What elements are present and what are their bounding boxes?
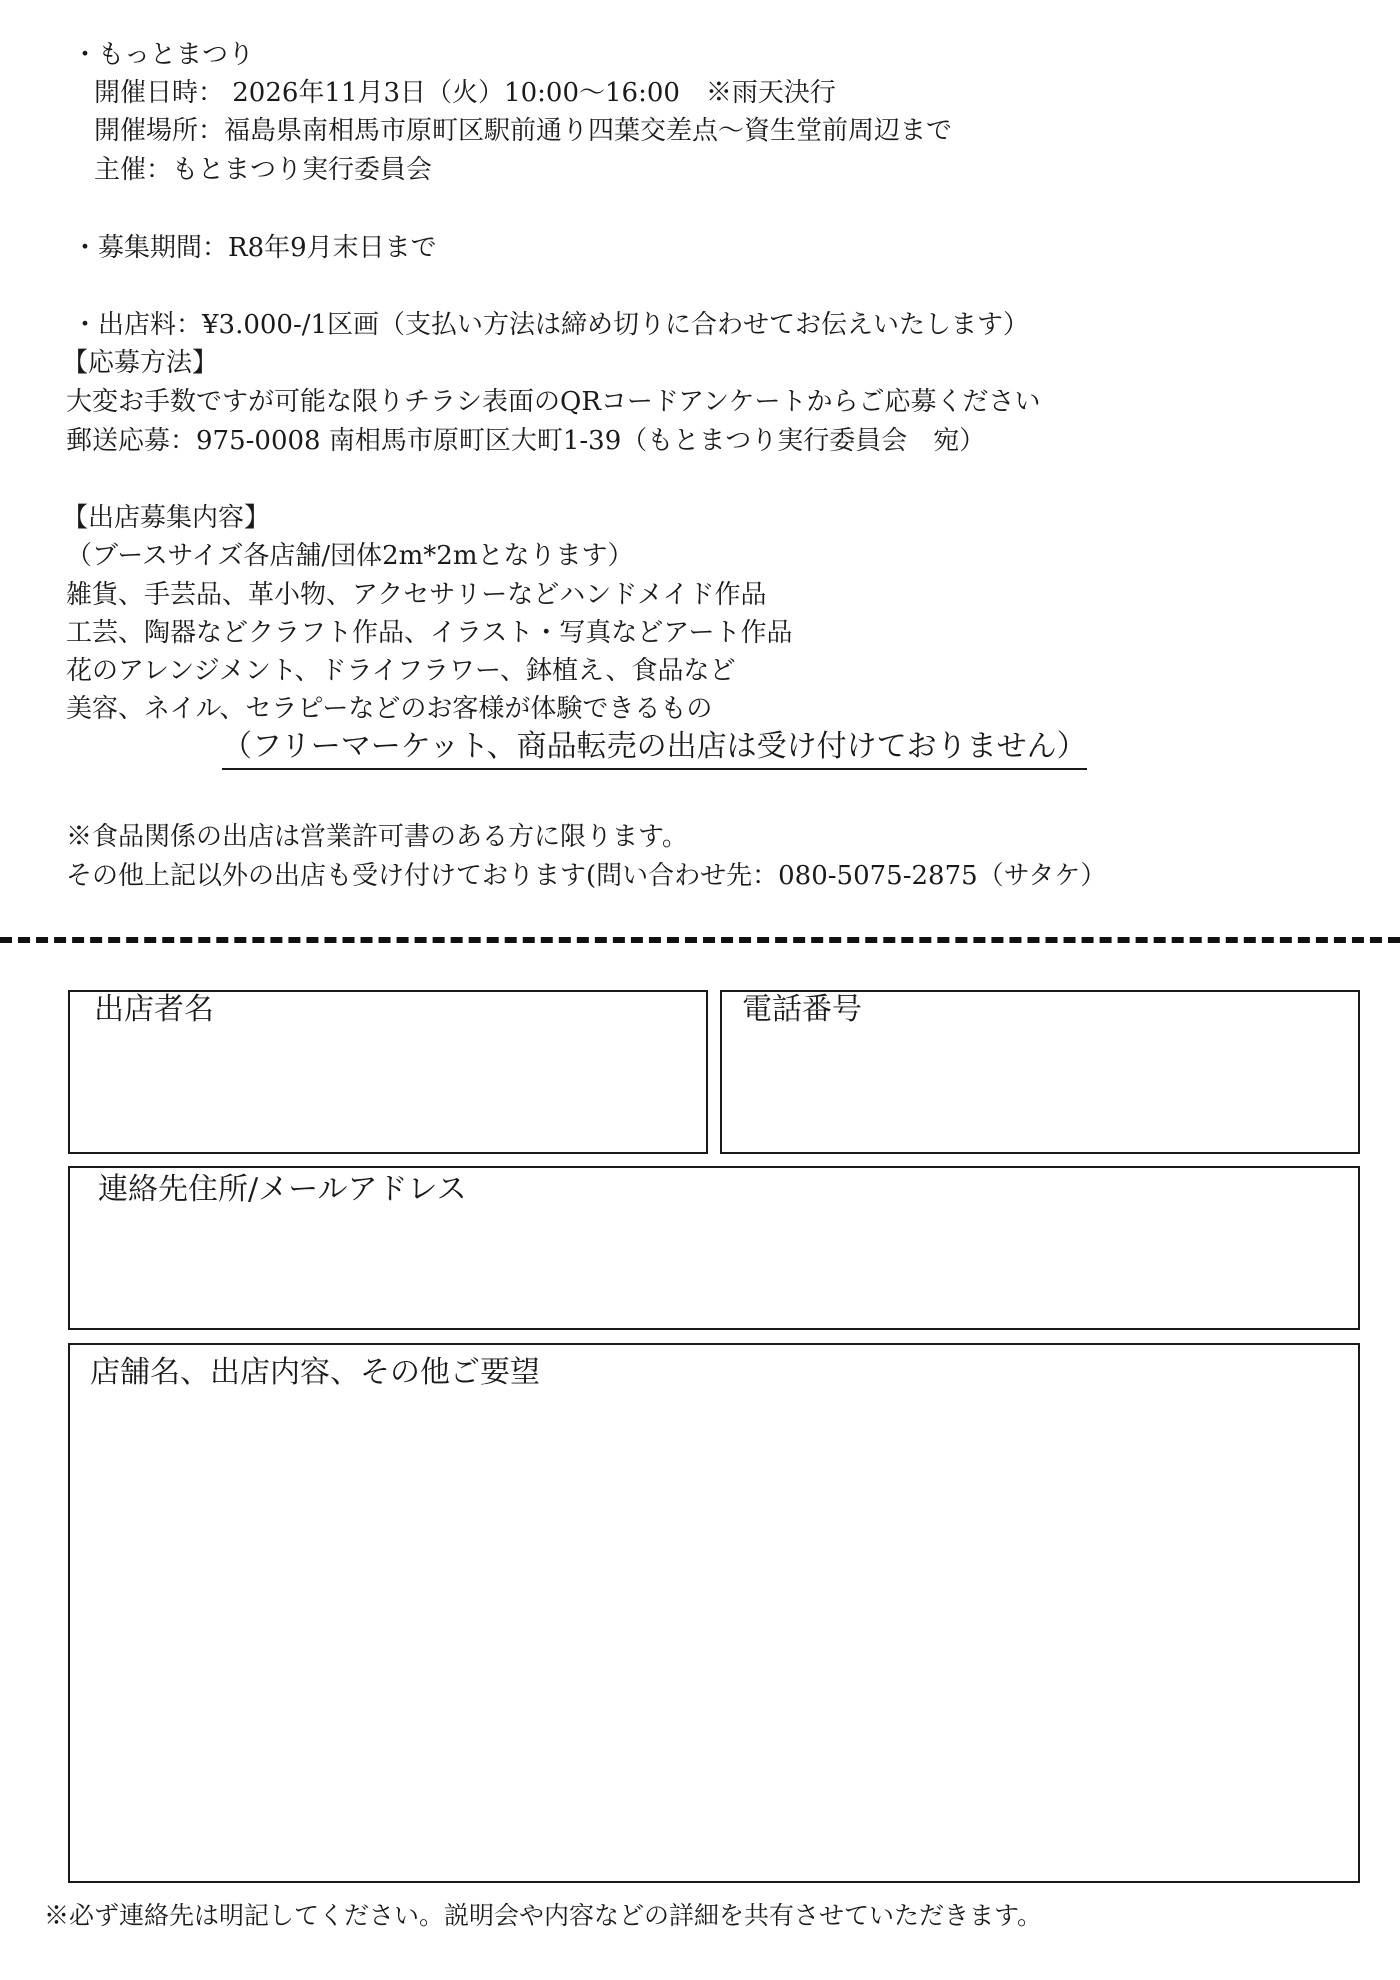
application-online: 大変お手数ですが可能な限りチラシ表面のQRコードアンケートからご応募ください bbox=[66, 387, 1041, 417]
exhibitor-name-field[interactable] bbox=[68, 990, 708, 1154]
phone-field[interactable] bbox=[720, 990, 1360, 1154]
event-datetime: 開催日時： 2026年11月3日（火）10:00〜16:00 ※雨天決行 bbox=[94, 78, 836, 108]
exhibitor-name-label: 出店者名 bbox=[94, 992, 214, 1027]
other-inquiry-note: その他上記以外の出店も受け付けております(問い合わせ先：080-5075-2875（サタケ） bbox=[66, 861, 1107, 891]
event-organizer: 主催：もとまつり実行委員会 bbox=[94, 155, 433, 185]
no-flea-market-notice: （フリーマーケット、商品転売の出店は受け付けておりません） bbox=[222, 728, 1087, 770]
event-venue: 開催場所：福島県南相馬市原町区駅前通り四葉交差点〜資生堂前周辺まで bbox=[94, 116, 953, 146]
content-item: 雑貨、手芸品、革小物、アクセサリーなどハンドメイド作品 bbox=[66, 580, 767, 610]
content-item: 花のアレンジメント、ドライフラワー、鉢植え、食品など bbox=[66, 656, 736, 686]
application-mail: 郵送応募：975-0008 南相馬市原町区大町1-39（もとまつり実行委員会 宛） bbox=[66, 426, 986, 456]
footer-note: ※必ず連絡先は明記してください。説明会や内容などの詳細を共有させていただきます。 bbox=[44, 1901, 1043, 1930]
details-field[interactable] bbox=[68, 1343, 1360, 1883]
recruitment-period: ・募集期間：R8年9月末日まで bbox=[72, 233, 437, 263]
food-license-note: ※食品関係の出店は営業許可書のある方に限ります。 bbox=[66, 822, 688, 852]
contact-field[interactable] bbox=[68, 1166, 1360, 1330]
details-label: 店舗名、出店内容、その他ご要望 bbox=[90, 1355, 540, 1390]
content-heading: 【出店募集内容】 bbox=[62, 503, 271, 533]
booth-size: （ブースサイズ各店舗/団体2m*2mとなります） bbox=[66, 541, 634, 571]
contact-label: 連絡先住所/メールアドレス bbox=[98, 1172, 467, 1207]
stall-fee: ・出店料：¥3.000-/1区画（支払い方法は締め切りに合わせてお伝えいたします） bbox=[72, 310, 1030, 340]
content-item: 美容、ネイル、セラピーなどのお客様が体験できるもの bbox=[66, 694, 713, 724]
application-heading: 【応募方法】 bbox=[62, 348, 219, 378]
phone-label: 電話番号 bbox=[742, 992, 862, 1027]
content-item: 工芸、陶器などクラフト作品、イラスト・写真などアート作品 bbox=[66, 618, 793, 648]
cut-line bbox=[0, 937, 1400, 943]
event-name: ・もっとまつり bbox=[72, 40, 255, 70]
